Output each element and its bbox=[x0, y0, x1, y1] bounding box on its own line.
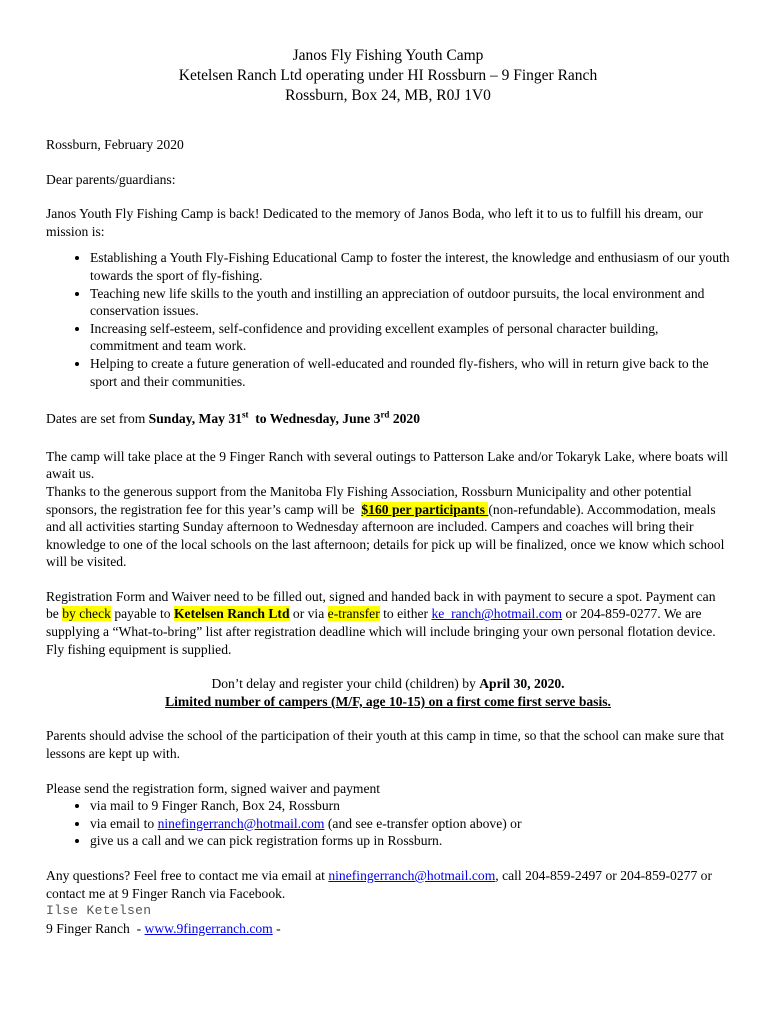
start-date: Sunday, May 31st to Wednesday, June 3rd 2020 bbox=[148, 409, 421, 427]
letter bbox=[46, 46, 730, 937]
deadline-date: April 30, 2020. bbox=[479, 676, 565, 692]
etransfer-email-link[interactable]: ke_ranch@hotmail.com bbox=[431, 606, 563, 622]
header-title: Janos Fly Fishing Youth Camp bbox=[292, 47, 484, 64]
registration-email-link[interactable]: ninefingerranch@hotmail.com bbox=[157, 815, 325, 831]
list-item: • Increasing self-esteem, self-confidence and providing excellent examples of personal character building, commitment and team work. bbox=[90, 320, 730, 355]
intro-paragraph: Janos Youth Fly Fishing Camp is back! Dedicated to the memory of Janos Boda, who left it to us to fulfill his dream, our mission is: bbox=[46, 206, 703, 239]
list-item: • Establishing a Youth Fly-Fishing Educational Camp to foster the interest, the knowledge and enthusiasm of our youth towards the sport of fly-fishing. bbox=[90, 249, 730, 284]
list-item: • via email to ninefingerranch@hotmail.com (and see e-transfer option above) or bbox=[90, 815, 730, 833]
list-item: • via mail to 9 Finger Ranch, Box 24, Rossburn bbox=[90, 797, 730, 815]
contact-paragraph: Any questions? Feel free to contact me via email at ninefingerranch@hotmail.com, call 204-859-2497 or 204-859-0277 or contact me at 9 Finger Ranch via Facebook. bbox=[46, 868, 712, 901]
limited-notice: Limited number of campers (M/F, age 10-15) on a first come first serve basis. bbox=[165, 693, 611, 709]
registration-paragraph: Registration Form and Waiver need to be filled out, signed and handed back in with payment to secure a spot. Payment can be by check payable to Ketelsen Ranch Ltd or via e-transfer to either ke_ranch@hotmail.com or 204-859-0277. We are supplying a “What-to-bring” list after registration deadline which will include bringing your own personal flotation device. Fly fishing equipment is supplied. bbox=[46, 588, 716, 657]
location-paragraph: The camp will take place at the 9 Finger Ranch with several outings to Patterson Lake and/or Tokaryk Lake, where boats will await us. bbox=[46, 448, 729, 482]
by-check-highlight: by check bbox=[62, 606, 111, 622]
place-date: Rossburn, February 2020 bbox=[46, 137, 184, 152]
payee-highlight: Ketelsen Ranch Ltd bbox=[173, 606, 290, 622]
send-intro: Please send the registration form, signed waiver and payment bbox=[46, 780, 381, 796]
list-item: • Teaching new life skills to the youth and instilling an appreciation of outdoor pursuits, the local environment and conservation issues. bbox=[90, 285, 730, 320]
salutation: Dear parents/guardians: bbox=[46, 171, 176, 187]
header-address: Rossburn, Box 24, MB, R0J 1V0 bbox=[285, 87, 491, 104]
school-note: Parents should advise the school of the participation of their youth at this camp in time, so that the school can make sure that lessons are kept up with. bbox=[46, 728, 725, 762]
website-link[interactable]: www.9fingerranch.com bbox=[144, 920, 273, 936]
list-item: • Helping to create a future generation of well-educated and rounded fly-fishers, who will in return give back to the sport and their communities. bbox=[90, 355, 730, 390]
list-item: • give us a call and we can pick registration forms up in Rossburn. bbox=[90, 832, 730, 850]
deadline-line: Don’t delay and register your child (children) by April 30, 2020. bbox=[211, 676, 565, 692]
send-options-list bbox=[46, 797, 730, 850]
header-organization: Ketelsen Ranch Ltd operating under HI Rossburn – 9 Finger Ranch bbox=[178, 67, 598, 84]
mission-list bbox=[46, 249, 730, 390]
deadline-block bbox=[46, 675, 730, 710]
dates-prefix: Dates are set from bbox=[46, 411, 149, 427]
fee-highlight: $160 per participants bbox=[361, 501, 489, 517]
fee-paragraph: Thanks to the generous support from the Manitoba Fly Fishing Association, Rossburn Municipality and other potential sponsors, the registration fee for this year’s camp will be $160 per participants (non-refundable). Accommodation, meals and all activities starting Sunday afternoon to Wednesday afternoon are included. Campers and coaches will bring their knowledge to one of the local schools on the last afternoon; details for pick up will be finalized, once we know which school will be visited. bbox=[46, 483, 725, 570]
dates-paragraph bbox=[46, 410, 730, 428]
letter-header bbox=[46, 46, 730, 106]
signature: Ilse Ketelsen bbox=[46, 903, 152, 919]
contact-email-link[interactable]: ninefingerranch@hotmail.com bbox=[328, 868, 496, 883]
etransfer-highlight: e-transfer bbox=[327, 606, 380, 622]
footer-line: 9 Finger Ranch - www.9fingerranch.com - bbox=[46, 920, 281, 936]
